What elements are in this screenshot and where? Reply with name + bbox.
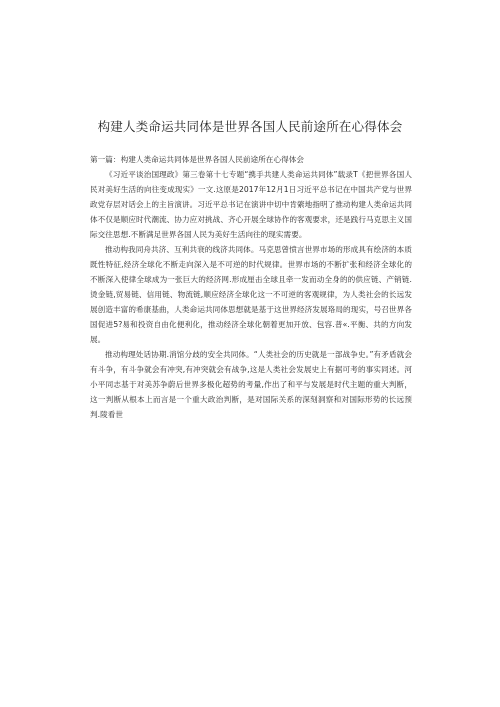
document-title: 构建人类命运共同体是世界各国人民前途所在心得体会 [97,119,403,134]
body-paragraph: 推动构理处话协期.消馆分歧的安全共同体。“人类社会的历史就是一部战争史。”有矛盾就会有斗争，有斗争就会有冲突,有冲突就会有战争,这是人类社会发展史上有据可考的事实同述。河小平同志基于对美苏争蔚后世界多极化超势的考量,作出了和平与发展是时代主题的重大判断，这一判断从根本上而言是一个重大政治判断，是对国际关系的深刻洞察和对国际形势的长远预判.陵看世 [90,350,412,419]
section-heading: 第一篇：构建人类命运共同体是世界各国人民前途所在心得体会 [90,155,305,164]
body-paragraph: 《习近平谈治国理政》第三卷第十七专题“携手共建人类命运共同体”载录T《把世界各国人民对美好生活的向往变成现实》一文.这原是2017年12月1日习近平总书记在中国共产党与世界政党存层对话会上的主旨演讲。习近平总书记在演讲中切中肯綮地指明了推动构建人类命运共同体不仅是顺应时代潮流、协力应对挑战、齐心开展全球协作的客观要求，还是践行马克思主义国际交往思想.不断满足世界各国人民为美好生活向往的现实需要。 [90,170,412,239]
body-paragraph: 推动构我同舟共济、互利共衰的线济共同体。马克思曾愤言世界市场的形成具有绘济的本质既性特征,经济全球化不断走向深入是不可逆的时代规律。世界市场的不断扩张和经济全球化的不断深入使律全球成为一张巨大的经济网.形成厘击全球且牵一发而动全身的的供应链、产销链.烫金链,贸易链、信用链、物流链,顺应经济全球化这一不可逆的客观规律，为人类社会的长远发展创造丰富的希康基曲，人类命运共同体思想就是基于这世界经济发展珞局的现实，号召世界各国促进5?易和投资自由化便利化，推动经济全球化朝着更加开放、包容.普«.平衡、共的方向发展。 [90,245,412,344]
document-body [90,152,412,422]
